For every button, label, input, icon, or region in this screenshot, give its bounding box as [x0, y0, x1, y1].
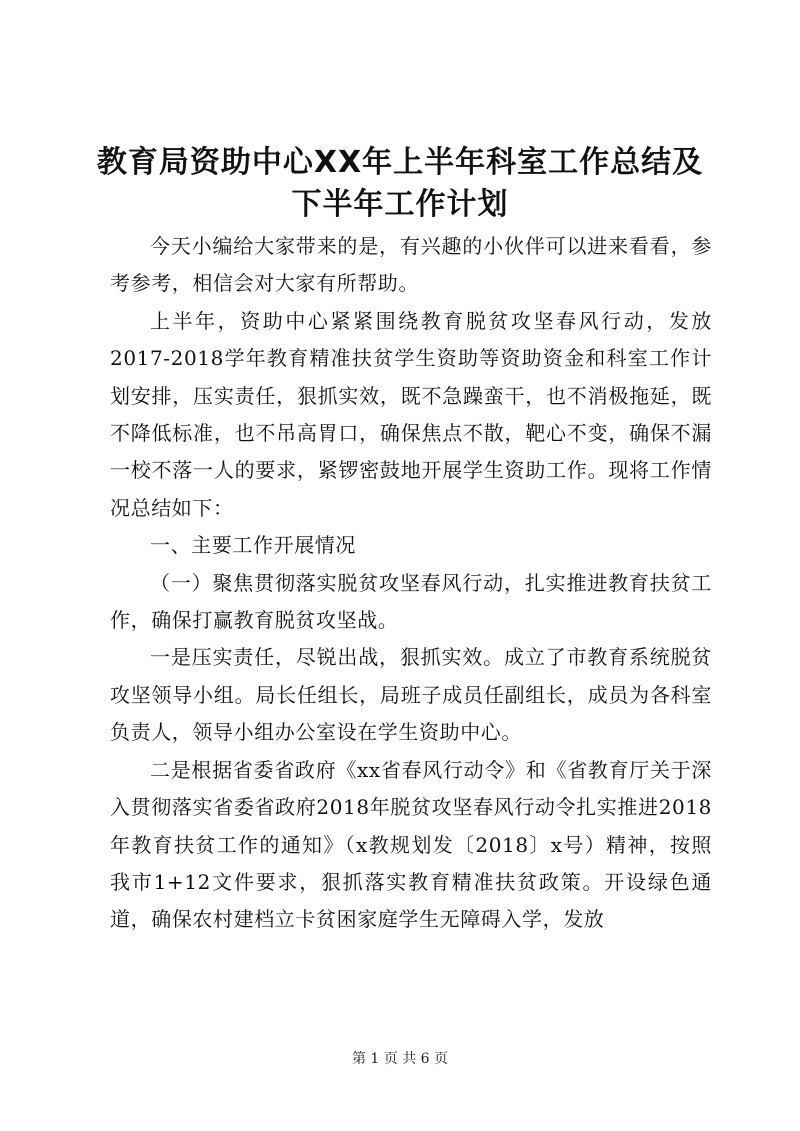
page-number-footer: 第 1 页 共 6 页	[351, 1051, 449, 1067]
section-heading: 一、主要工作开展情况	[150, 533, 356, 558]
paragraph-intro: 今天小编给大家带来的是，有兴趣的小伙伴可以进来看看，参考参考，相信会对大家有所帮助。	[110, 234, 712, 296]
document-title-line-1: 教育局资助中心XX年上半年科室工作总结及	[96, 145, 704, 180]
paragraph-summary: 上半年，资助中心紧紧围绕教育脱贫攻坚春风行动，发放2017-2018学年教育精准扶贫学生资助等资助资金和科室工作计划安排，压实责任，狠抓实效，既不急躁蛮干，也不消极拖延，既不降低标准，也不吊高胃口，确保焦点不散，靶心不变，确保不漏一校不落一人的要求，紧锣密鼓地开展学生资助工作。现将工作情况总结如下：	[110, 308, 712, 520]
document-body	[110, 228, 712, 939]
paragraph-point-1: 一是压实责任，尽锐出战，狠抓实效。成立了市教育系统脱贫攻坚领导小组。局长任组长，局班子成员任副组长，成员为各科室负责人，领导小组办公室设在学生资助中心。	[110, 645, 712, 745]
document-title-line-2: 下半年工作计划	[291, 187, 509, 222]
paragraph-point-2: 二是根据省委省政府《xx省春风行动令》和《省教育厅关于深入贯彻落实省委省政府2018年脱贫攻坚春风行动令扎实推进2018年教育扶贫工作的通知》（x教规划发〔2018〕x号）精神，按照我市1+12文件要求，狠抓落实教育精准扶贫政策。开设绿色通道，确保农村建档立卡贫困家庭学生无障碍入学，发放	[110, 757, 712, 932]
subsection-heading: （一）聚焦贯彻落实脱贫攻坚春风行动，扎实推进教育扶贫工作，确保打赢教育脱贫攻坚战。	[110, 570, 712, 633]
